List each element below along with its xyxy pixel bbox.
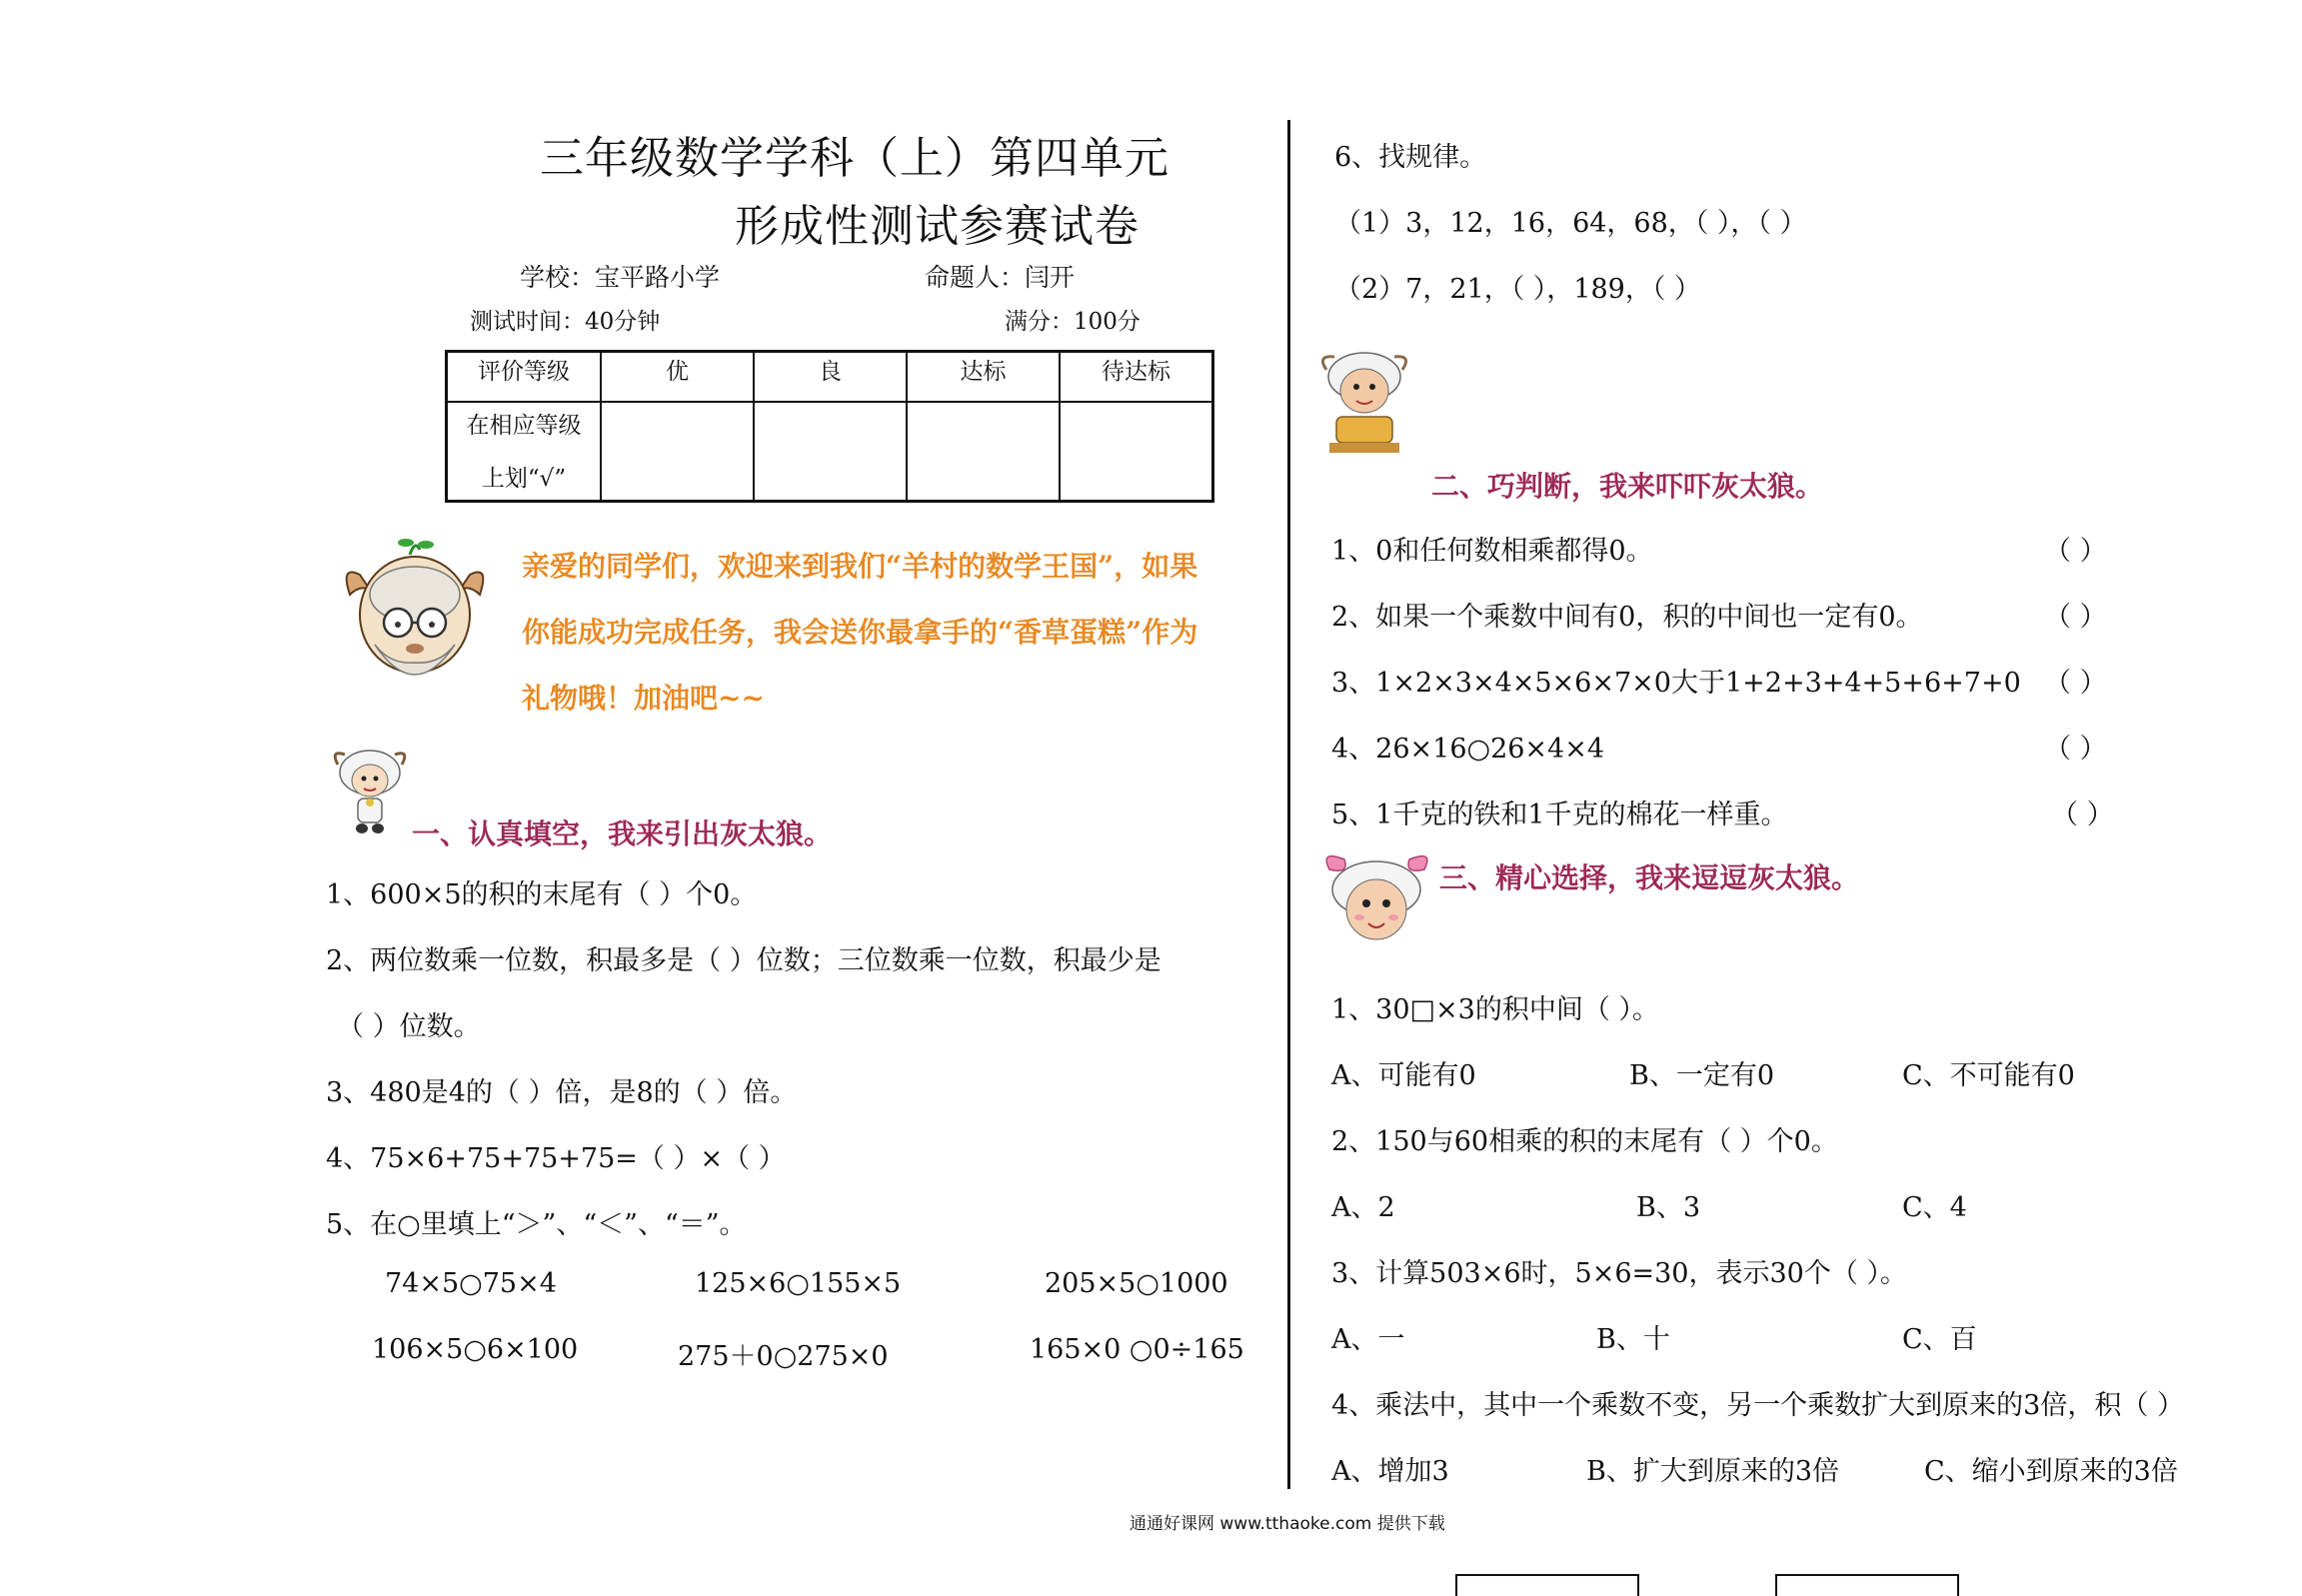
choice-option[interactable]: B、一定有0 (1629, 1060, 1775, 1091)
choice-option[interactable]: C、不可能有0 (1902, 1060, 2075, 1091)
grade-cell[interactable] (1060, 402, 1213, 502)
compare-item: 205×5○1000 (1045, 1268, 1228, 1299)
pleasant-goat-icon (330, 745, 410, 839)
choice-option[interactable]: A、2 (1331, 1192, 1395, 1223)
choice-question: 3、计算503×6时，5×6=30，表示30个（ ）。 (1331, 1258, 1907, 1289)
grade-header: 达标 (907, 352, 1060, 402)
choice-option[interactable]: B、3 (1636, 1192, 1701, 1223)
choice-option[interactable]: C、百 (1902, 1324, 1977, 1355)
grade-row-label (447, 402, 602, 502)
judge-item: 1、0和任何数相乘都得0。 (1331, 536, 1653, 567)
judge-blank[interactable]: （ ） (2051, 799, 2114, 830)
section1-question: 1、600×5的积的末尾有（ ）个0。 (326, 879, 758, 910)
intro-line2: 你能成功完成任务，我会送你最拿手的“香草蛋糕”作为 (522, 616, 1198, 649)
section1-title: 一、认真填空，我来引出灰太狼。 (412, 817, 833, 850)
grade-cell[interactable] (754, 402, 907, 502)
page-title-line1: 三年级数学学科（上）第四单元 (540, 133, 1169, 184)
compare-item: 106×5○6×100 (372, 1334, 579, 1365)
judge-item: 2、如果一个乘数中间有0，积的中间也一定有0。 (1331, 602, 1923, 633)
column-divider (1287, 120, 1290, 1489)
score-label: 满分：100分 (1005, 309, 1141, 335)
grade-header: 优 (601, 352, 754, 402)
village-chief-goat-icon (340, 535, 490, 705)
section6-question: （2）7，21，（ ），189，（ ） (1334, 274, 1701, 305)
grade-table (445, 350, 1214, 503)
compare-item: 74×5○75×4 (385, 1268, 557, 1299)
choice-option[interactable]: A、增加3 (1331, 1456, 1449, 1487)
author-label: 命题人：闫开 (925, 263, 1076, 292)
section6-question: （1）3，12，16，64，68，（ ），（ ） (1334, 208, 1807, 239)
section1-question: 5、在○里填上“＞”、“＜”、“＝”。 (326, 1209, 747, 1240)
score-box (1455, 1574, 1639, 1596)
choice-question: 2、150与60相乘的积的末尾有（ ）个0。 (1331, 1126, 1838, 1157)
section2-title: 二、巧判断，我来吓吓灰太狼。 (1431, 470, 1824, 503)
choice-option[interactable]: C、4 (1902, 1192, 1967, 1223)
grade-cell[interactable] (907, 402, 1060, 502)
judge-blank[interactable]: （ ） (2044, 536, 2107, 567)
section1-question: 3、480是4的（ ）倍，是8的（ ）倍。 (326, 1077, 798, 1108)
section1-question: 4、75×6+75+75+75=（ ）×（ ） (326, 1143, 786, 1174)
choice-option[interactable]: B、扩大到原来的3倍 (1586, 1456, 1840, 1487)
choice-option[interactable]: A、可能有0 (1331, 1060, 1476, 1091)
grade-header: 良 (754, 352, 907, 402)
score-box (1775, 1574, 1959, 1596)
judge-item: 4、26×16○26×4×4 (1331, 734, 1605, 765)
choice-option[interactable]: B、十 (1596, 1324, 1670, 1355)
section3-title: 三、精心选择，我来逗逗灰太狼。 (1439, 861, 1860, 894)
compare-item: 125×6○155×5 (695, 1268, 902, 1299)
grade-row-label-line2: 上划“√” (481, 465, 567, 492)
section1-question: 2、两位数乘一位数，积最多是（ ）位数；三位数乘一位数，积最少是 (326, 945, 1161, 976)
time-label: 测试时间：40分钟 (470, 309, 661, 335)
grade-header: 评价等级 (447, 352, 602, 402)
slow-goat-icon (1314, 345, 1414, 465)
choice-option[interactable]: C、缩小到原来的3倍 (1924, 1456, 2178, 1487)
section1-question: （ ）位数。 (337, 1011, 481, 1042)
judge-blank[interactable]: （ ） (2044, 734, 2107, 765)
pretty-goat-icon (1319, 849, 1434, 954)
judge-blank[interactable]: （ ） (2044, 668, 2107, 699)
judge-item: 5、1千克的铁和1千克的棉花一样重。 (1331, 799, 1788, 830)
choice-option[interactable]: A、一 (1331, 1324, 1405, 1355)
school-label: 学校：宝平路小学 (520, 263, 721, 292)
judge-blank[interactable]: （ ） (2044, 602, 2107, 633)
grade-cell[interactable] (601, 402, 754, 502)
compare-item: 275＋0○275×0 (678, 1341, 889, 1372)
page-title-line2: 形成性测试参赛试卷 (735, 201, 1140, 252)
choice-question: 4、乘法中，其中一个乘数不变，另一个乘数扩大到原来的3倍，积（ ） (1331, 1390, 2184, 1421)
judge-item: 3、1×2×3×4×5×6×7×0大于1+2+3+4+5+6+7+0 (1331, 668, 2021, 699)
footer-credit: 通通好课网 www.tthaoke.com 提供下载 (1130, 1514, 1445, 1534)
compare-item: 165×0 ○0÷165 (1030, 1334, 1244, 1365)
grade-header: 待达标 (1060, 352, 1213, 402)
intro-line1: 亲爱的同学们，欢迎来到我们“羊村的数学王国”，如果 (522, 550, 1198, 583)
intro-line3: 礼物哦！加油吧~~ (522, 682, 765, 715)
grade-row-label-line1: 在相应等级 (466, 412, 582, 439)
section6-title: 6、找规律。 (1334, 142, 1487, 173)
choice-question: 1、30□×3的积中间（ ）。 (1331, 994, 1659, 1025)
